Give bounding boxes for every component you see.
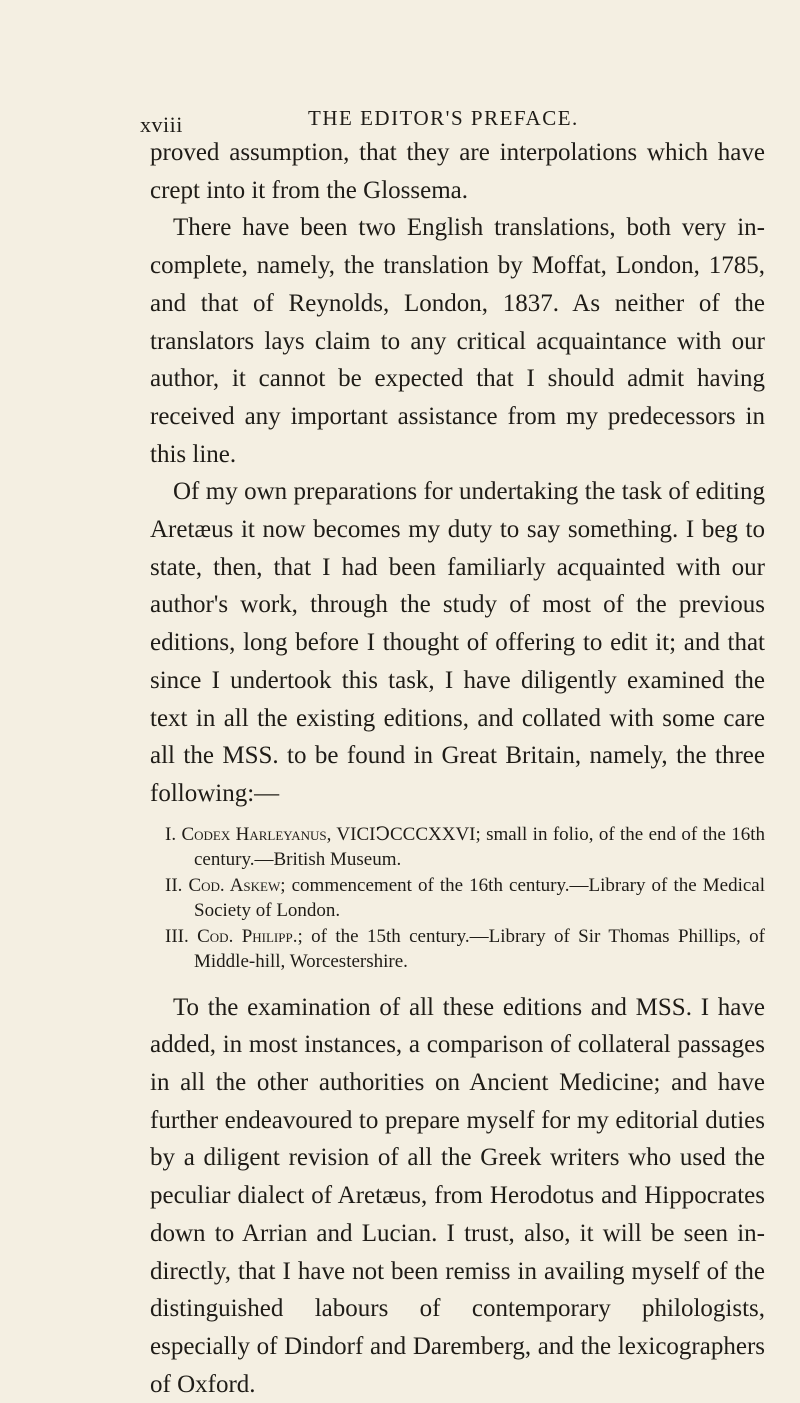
manuscript-detail: VICIↃCCCXXVI; small in folio, of the end of the 16th century.—British Museum. [194, 823, 765, 871]
list-item [150, 924, 765, 975]
paragraph-examination: To the examination of all these editions and MSS. I have added, in most instances, a comparison of collateral passages in all the other authorities on Ancient Medicine; and have further endeavoured to prepare myself for my editorial duties by a diligent revision of all the Greek writers who used the peculiar dialect of Aretæus, from Herodotus and Hippocrates down to Arrian and Lucian. I trust, also, it will be seen in-directly, that I have not been remiss in availing myself of the distinguished labours of contemporary philologists, especially of Dindorf and Daremberg, and the lexicographers of Oxford. [150, 993, 765, 1398]
manuscript-name: Cod. Philipp.; [197, 925, 303, 947]
manuscript-detail: commencement of the 16th century.—Library of the Medical Society of London. [194, 874, 765, 922]
manuscript-numeral: I. [165, 823, 177, 845]
paragraph-preparations: Of my own preparations for undertaking the task of editing Aretæus it now becomes my duty to say something. I beg to state, then, that I had been familiarly acquainted with our author's work, through the study of most of the previous editions, long before I thought of offering to edit it; and that since I undertook this task, I have diligently examined the text in all the existing editions, and collated with some care all the MSS. to be found in Great Britain, namely, the three following:— [150, 478, 765, 807]
manuscript-name: Codex Harleyanus, [181, 823, 332, 845]
page-number: xviii [140, 112, 183, 137]
manuscript-detail: of the 15th century.—Library of Sir Thomas Phillips, of Middle-hill, Worcestershire. [194, 925, 765, 973]
running-head: THE EDITOR'S PREFACE. [308, 106, 579, 130]
page-header [140, 106, 770, 136]
body-text [150, 134, 765, 1403]
manuscript-name: Cod. Askew; [188, 874, 286, 896]
list-item [150, 873, 765, 924]
manuscript-list [150, 822, 765, 975]
paragraph-translations: There have been two English translations, both very in-complete, namely, the translation by Moffat, London, 1785, and that of Reynolds, London, 1837. As neither of the translators lays claim to any critical acquaintance with our author, it cannot be expected that I should admit having received any important assistance from my predecessors in this line. [150, 214, 765, 468]
paragraph-continuation: proved assumption, that they are interpolations which have crept into it from the Glossema. [150, 139, 765, 204]
manuscript-numeral: II. [165, 874, 183, 896]
manuscript-numeral: III. [165, 925, 189, 947]
list-item [150, 822, 765, 873]
